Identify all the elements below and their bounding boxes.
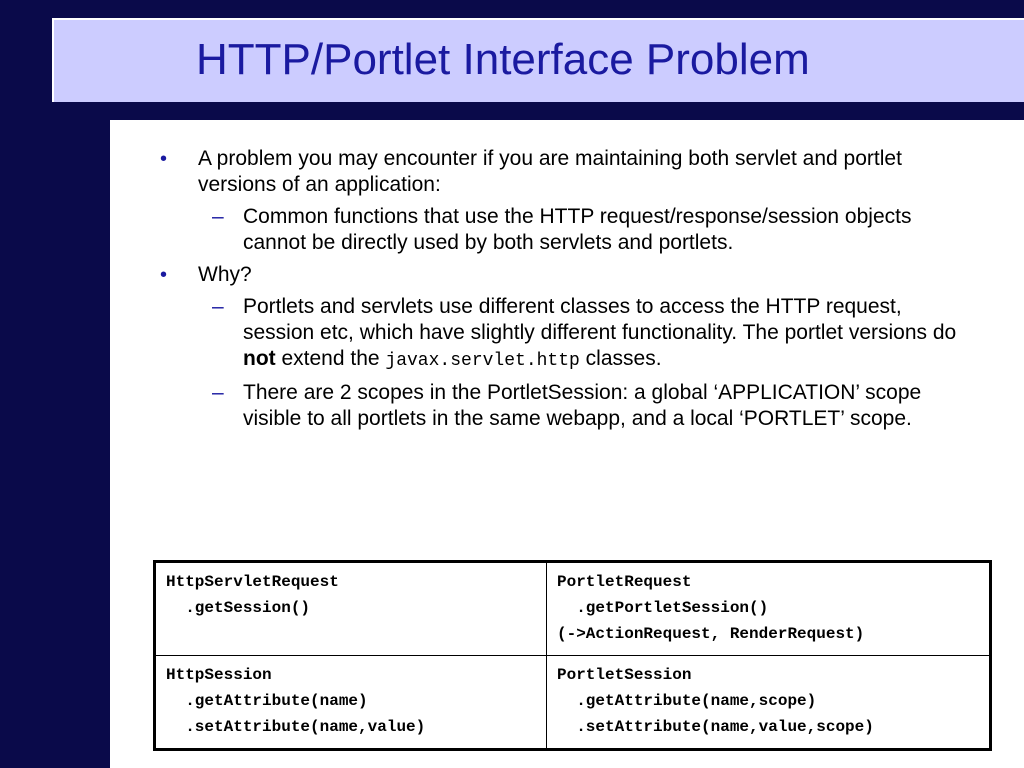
code-line: (->ActionRequest, RenderRequest) xyxy=(557,625,865,643)
bullet-item xyxy=(160,262,960,288)
code-line: HttpServletRequest xyxy=(166,573,339,591)
comparison-table xyxy=(153,560,992,751)
emphasis-not: not xyxy=(243,347,276,370)
dash-icon: – xyxy=(212,295,224,318)
code-line: PortletRequest xyxy=(557,573,692,591)
sub-bullet-text-pre: Portlets and servlets use different classes to access the HTTP request, session etc, which have slightly different functionality. The portlet versions do xyxy=(243,295,957,344)
slide-content xyxy=(160,146,960,438)
bullet-item xyxy=(160,146,960,198)
table-cell-http-session xyxy=(155,656,547,750)
dash-icon: – xyxy=(212,381,224,404)
bullet-text: A problem you may encounter if you are maintaining both servlet and portlet versions of an application: xyxy=(198,147,902,196)
code-line: PortletSession xyxy=(557,666,692,684)
sub-bullet-text: There are 2 scopes in the PortletSession: a global ‘APPLICATION’ scope visible to all portlets in the same webapp, and a local ‘PORTLET’ scope. xyxy=(243,381,922,430)
code-line: .setAttribute(name,value,scope) xyxy=(557,718,874,736)
code-line: .getSession() xyxy=(166,599,311,617)
sub-bullet-item xyxy=(160,380,960,432)
package-code: javax.servlet.http xyxy=(385,351,580,371)
table-cell-servlet-request xyxy=(155,562,547,656)
table-cell-portlet-session xyxy=(547,656,991,750)
code-line: .getAttribute(name,scope) xyxy=(557,692,817,710)
bullet-icon: • xyxy=(160,264,168,286)
code-line: .getPortletSession() xyxy=(557,599,769,617)
sub-bullet-text-post: classes. xyxy=(579,347,662,370)
bullet-icon: • xyxy=(160,148,168,170)
table-row xyxy=(155,656,991,750)
table-row xyxy=(155,562,991,656)
sub-bullet-item xyxy=(160,294,960,374)
code-line: .getAttribute(name) xyxy=(166,692,368,710)
table-cell-portlet-request xyxy=(547,562,991,656)
sub-bullet-text-mid: extend the xyxy=(275,347,386,370)
slide-title: HTTP/Portlet Interface Problem xyxy=(196,35,810,84)
dash-icon: – xyxy=(212,205,224,228)
bullet-text: Why? xyxy=(198,263,252,286)
code-line: .setAttribute(name,value) xyxy=(166,718,426,736)
code-line: HttpSession xyxy=(166,666,272,684)
left-sidebar-bar xyxy=(0,0,110,768)
sub-bullet-item xyxy=(160,204,960,256)
sub-bullet-text: Common functions that use the HTTP request/response/session objects cannot be directly used by both servlets and portlets. xyxy=(243,205,912,254)
